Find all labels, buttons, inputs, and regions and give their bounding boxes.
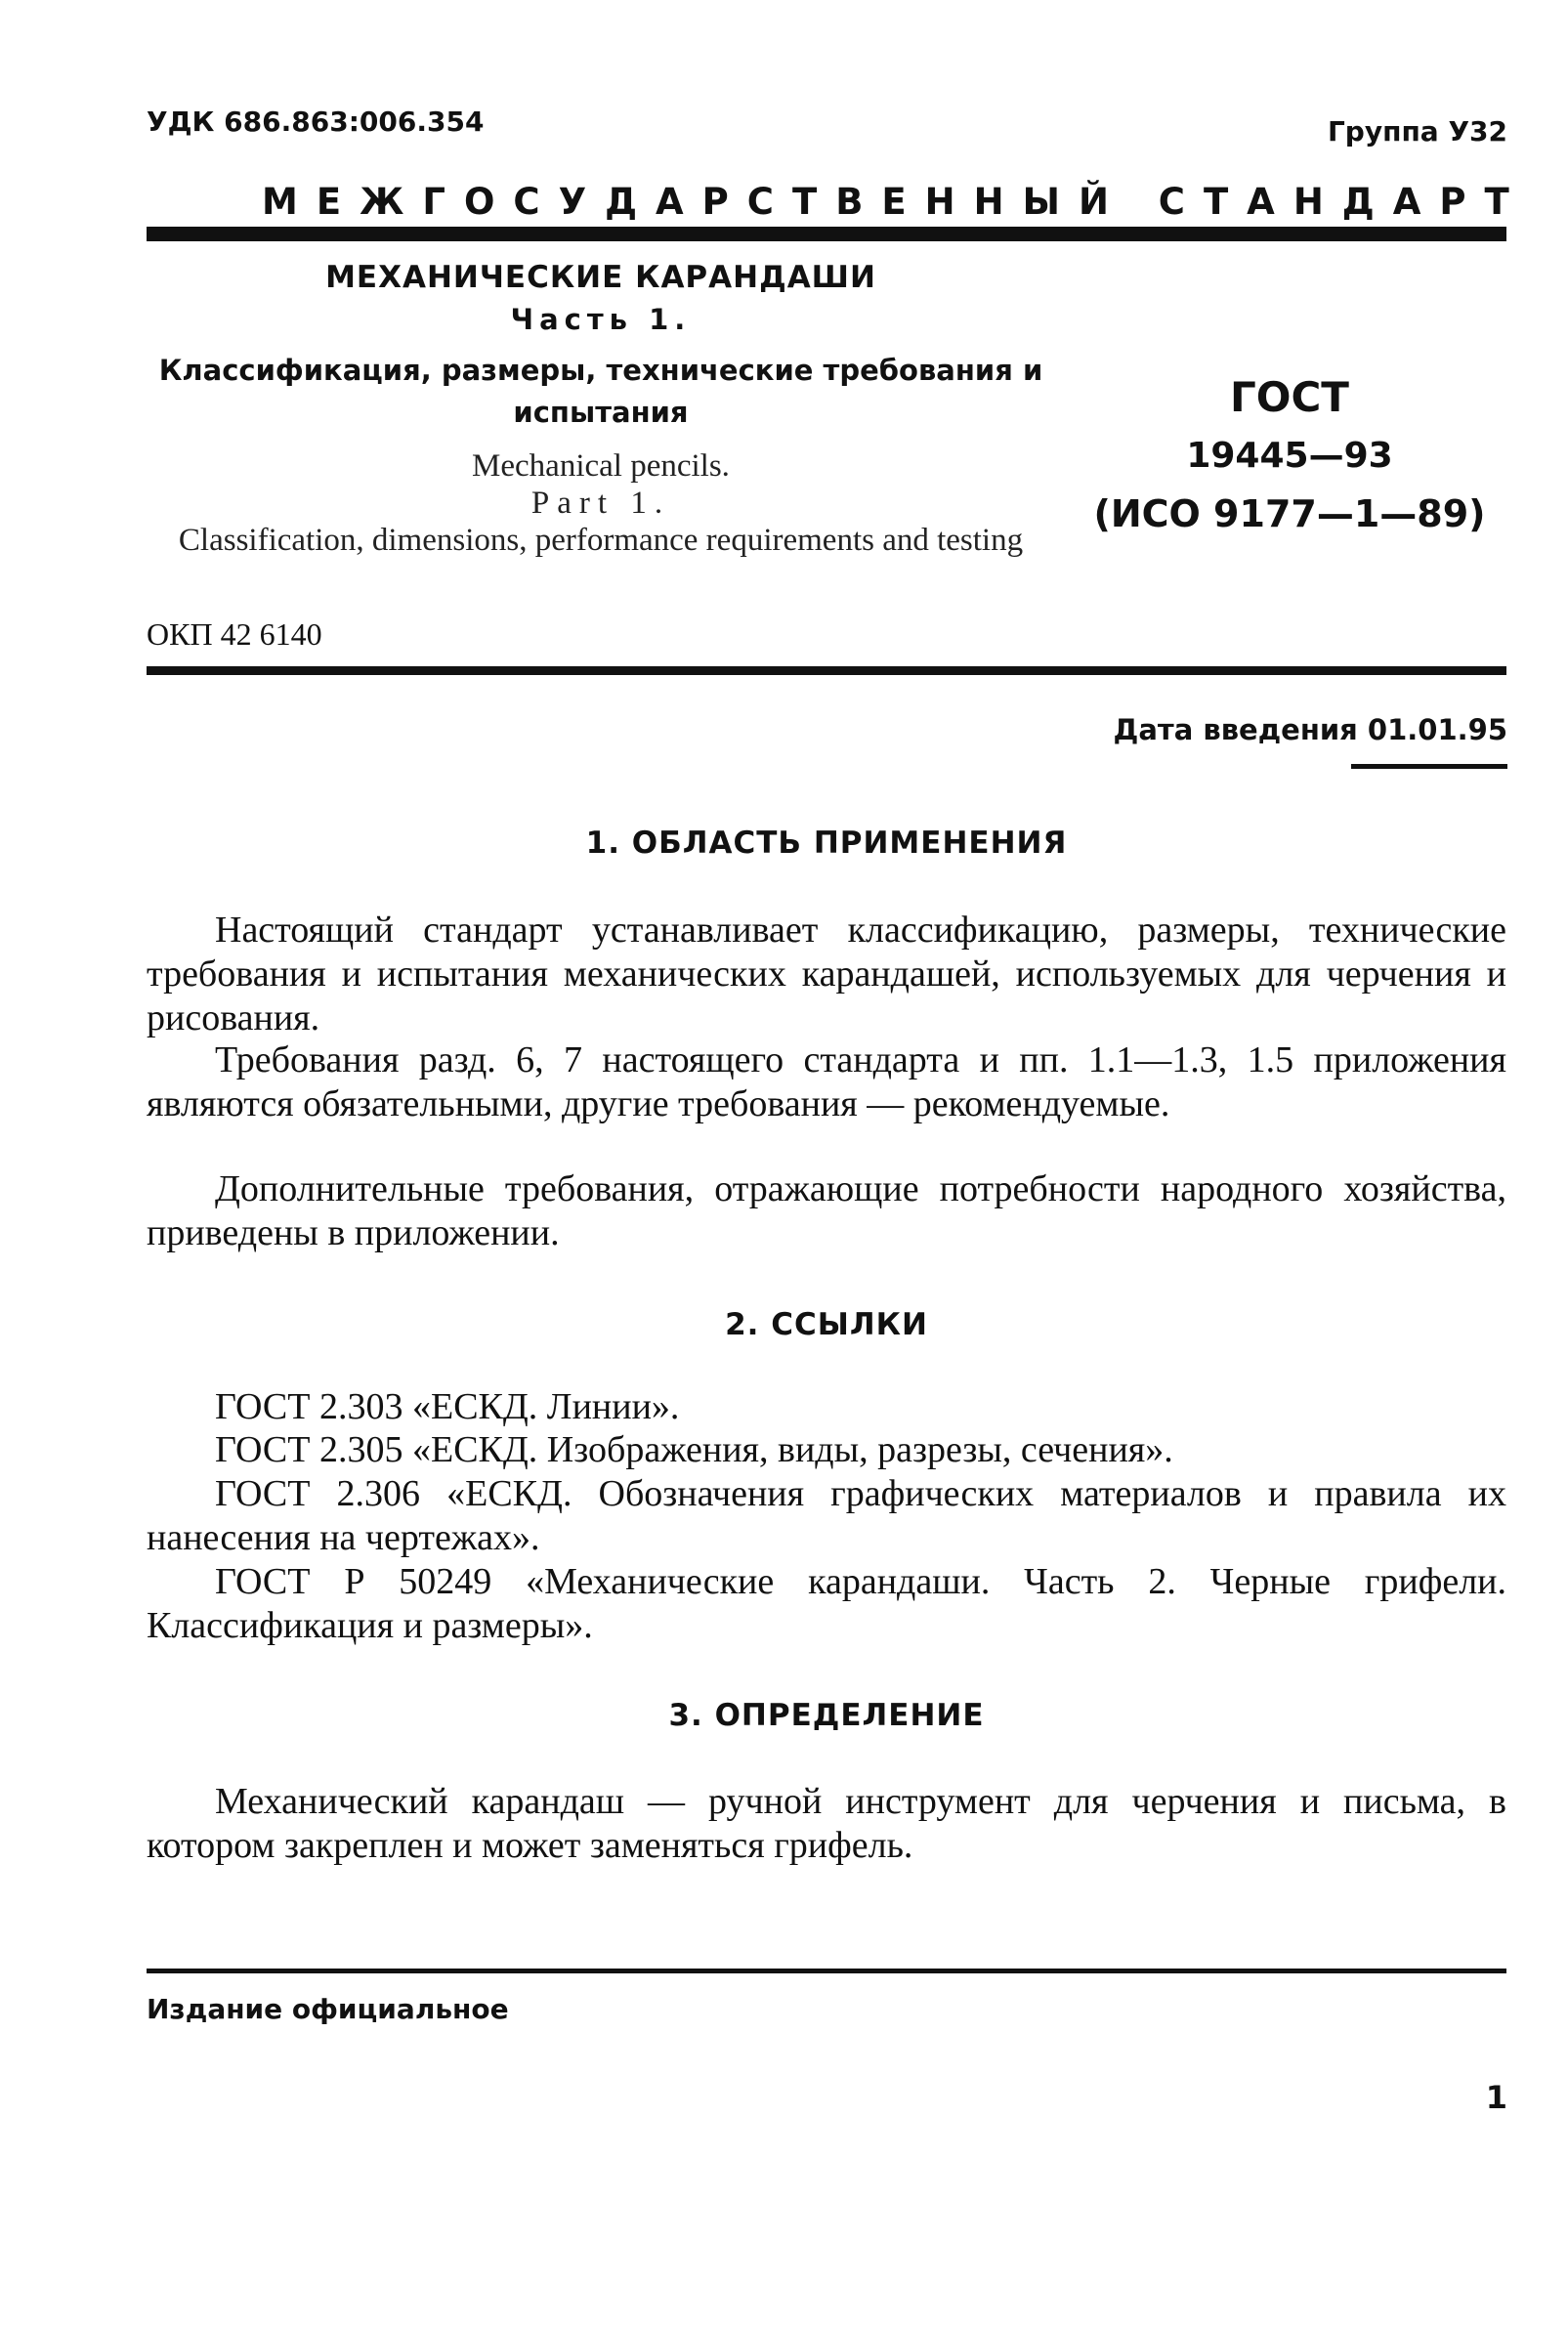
section-heading-scope: 1. ОБЛАСТЬ ПРИМЕНЕНИЯ <box>585 826 1068 861</box>
title-en: Mechanical pencils. <box>472 448 730 484</box>
reference-item: ГОСТ 2.303 «ЕСКД. Линии». <box>215 1386 680 1427</box>
gost-label: ГОСТ <box>1230 373 1349 421</box>
scope-paragraph-2-text: Требования разд. 6, 7 настоящего стандарта и пп. 1.1—1.3, 1.5 приложения являются обязательными, другие требования — рекомендуемые. <box>147 1039 1506 1124</box>
top-rule <box>147 227 1506 241</box>
scope-paragraph-3-text: Дополнительные требования, отражающие потребности народного хозяйства, приведены в приложении. <box>147 1168 1506 1253</box>
page-number: 1 <box>1485 2079 1507 2116</box>
udc-code: УДК 686.863:006.354 <box>147 106 485 138</box>
scope-paragraph-2 <box>147 1038 1506 1126</box>
designation-block <box>1075 369 1504 541</box>
gost-number: 19445—93 <box>1186 436 1393 476</box>
interstate-standard-banner: МЕЖГОСУДАРСТВЕННЫЙ СТАНДАРТ <box>262 181 1528 223</box>
title-block <box>147 252 1055 559</box>
scope-paragraph-1-text: Настоящий стандарт устанавливает классификацию, размеры, технические требования и испытания механических карандашей, используемых для черчения и рисования. <box>147 910 1506 1038</box>
date-underline <box>1351 764 1507 769</box>
subtitle-en: Classification, dimensions, performance requirements and testing <box>178 523 1024 558</box>
okp-code: ОКП 42 6140 <box>147 616 322 652</box>
group-code: Группа У32 <box>1327 115 1507 148</box>
section-heading-definition: 3. ОПРЕДЕЛЕНИЕ <box>668 1698 985 1733</box>
part-en: Part 1. <box>530 486 671 521</box>
official-edition-label: Издание официальное <box>147 1993 509 2025</box>
section-heading-references: 2. ССЫЛКИ <box>725 1307 928 1342</box>
reference-item-text: ГОСТ 2.306 «ЕСКД. Обозначения графических материалов и правила их нанесения на чертежах». <box>147 1473 1506 1558</box>
reference-item: ГОСТ 2.305 «ЕСКД. Изображения, виды, разрезы, сечения». <box>215 1429 1173 1470</box>
definition-paragraph <box>147 1780 1506 1868</box>
subtitle-ru: Классификация, размеры, технические требования и испытания <box>158 354 1043 429</box>
iso-number: (ИСО 9177—1—89) <box>1093 492 1486 535</box>
reference-item <box>147 1560 1506 1648</box>
scope-paragraph-1 <box>147 909 1506 1040</box>
reference-item-text: ГОСТ Р 50249 «Механические карандаши. Часть 2. Черные грифели. Классификация и размеры». <box>147 1561 1506 1646</box>
title-ru: МЕХАНИЧЕСКИЕ КАРАНДАШИ <box>325 260 876 295</box>
reference-item <box>147 1472 1506 1560</box>
middle-rule <box>147 666 1506 675</box>
scope-paragraph-3 <box>147 1167 1506 1255</box>
definition-paragraph-text: Механический карандаш — ручной инструмент для черчения и письма, в котором закреплен и может заменяться грифель. <box>147 1781 1506 1866</box>
part-ru: Часть 1. <box>510 303 692 336</box>
introduction-date: Дата введения 01.01.95 <box>1113 713 1507 746</box>
footer-rule <box>147 1969 1506 1973</box>
